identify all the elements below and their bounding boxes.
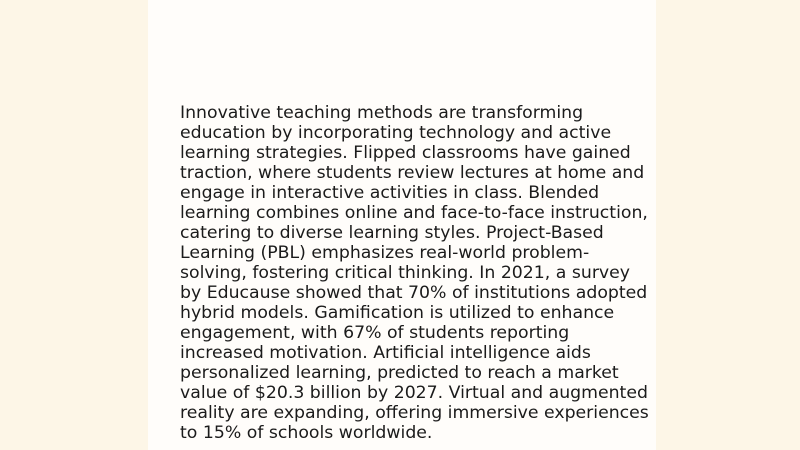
body-paragraph (180, 103, 649, 443)
paragraph-line: education by incorporating technology and active (180, 123, 612, 143)
paragraph-line: value of $20.3 billion by 2027. Virtual and augmented (180, 383, 648, 403)
paragraph-line: catering to diverse learning styles. Project-Based (180, 223, 604, 243)
paragraph-line: to 15% of schools worldwide. (180, 423, 433, 443)
paragraph-line: solving, fostering critical thinking. In 2021, a survey (180, 263, 631, 283)
document-page (148, 0, 656, 450)
paragraph-line: by Educause showed that 70% of institutions adopted (180, 283, 648, 303)
paragraph-line: hybrid models. Gamification is utilized to enhance (180, 303, 615, 323)
paragraph-line: increased motivation. Artificial intelligence aids (180, 343, 591, 363)
paragraph-line: learning strategies. Flipped classrooms have gained (180, 143, 631, 163)
paragraph-line: learning combines online and face-to-face instruction, (180, 203, 648, 223)
paragraph-line: traction, where students review lectures at home and (180, 163, 645, 183)
paragraph-line: Learning (PBL) emphasizes real-world problem- (180, 243, 590, 263)
paragraph-line: engagement, with 67% of students reporting (180, 323, 570, 343)
paragraph-line: reality are expanding, offering immersive experiences (180, 403, 649, 423)
paragraph-line: engage in interactive activities in class. Blended (180, 183, 600, 203)
paragraph-line: Innovative teaching methods are transforming (180, 103, 584, 123)
paragraph-line: personalized learning, predicted to reach a market (180, 363, 619, 383)
